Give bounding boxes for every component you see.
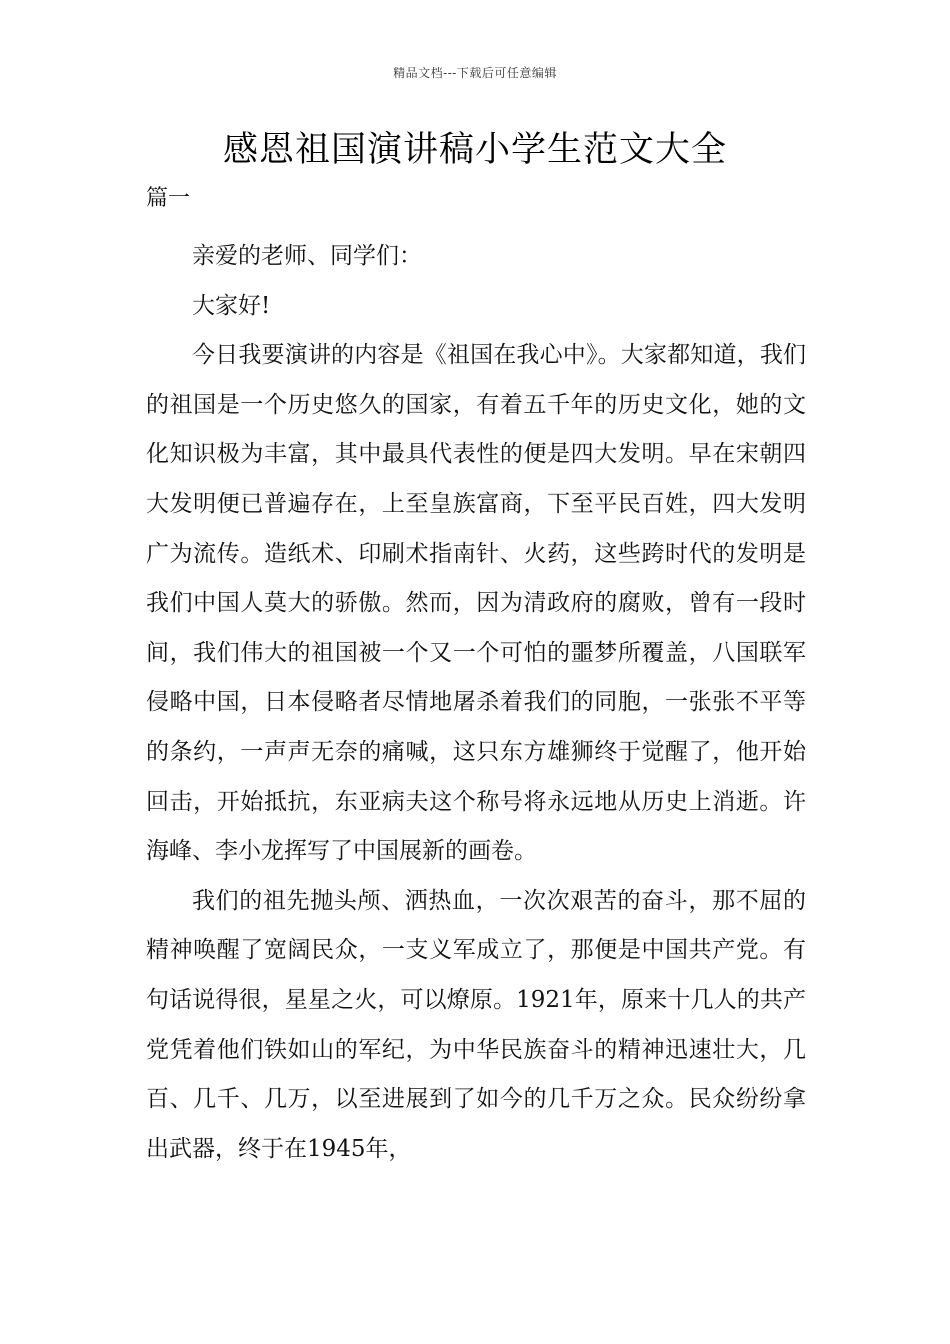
paragraph-body: 我们的祖先抛头颅、洒热血，一次次艰苦的奋斗，那不屈的精神唤醒了宽阔民众，一支义军成立了，那便是中国共产党。有句话说得很，星星之火，可以燎原。1921年，原来十几人的共产党凭着他们铁如山的军纪，为中华民族奋斗的精神迅速壮大，几百、几千、几万，以至进展到了如今的几千万之众。民众纷纷拿出武器，终于在1945年，	[146, 887, 806, 1162]
paragraph-greeting: 亲爱的老师、同学们：	[192, 243, 422, 269]
page-header-note: 精品文档---下载后可任意编辑	[393, 66, 557, 80]
paragraph-hello: 大家好!	[192, 292, 271, 319]
paragraph-body: 今日我要演讲的内容是《祖国在我心中》。大家都知道，我们的祖国是一个历史悠久的国家，有着五千年的历史文化，她的文化知识极为丰富，其中最具代表性的便是四大发明。早在宋朝四大发明便已普遍存在，上至皇族富商，下至平民百姓，四大发明广为流传。造纸术、印刷术指南针、火药，这些跨时代的发明是我们中国人莫大的骄傲。然而，因为清政府的腐败，曾有一段时间，我们伟大的祖国被一个又一个可怕的噩梦所覆盖，八国联军侵略中国，日本侵略者尽情地屠杀着我们的同胞，一张张不平等的条约，一声声无奈的痛喊，这只东方雄狮终于觉醒了，他开始回击，开始抵抗，东亚病夫这个称号将永远地从历史上消逝。许海峰、李小龙挥写了中国展新的画卷。	[146, 342, 806, 865]
section-label: 篇一	[146, 186, 191, 211]
page-title: 感恩祖国演讲稿小学生范文大全	[222, 130, 727, 170]
document-body	[146, 232, 806, 1174]
